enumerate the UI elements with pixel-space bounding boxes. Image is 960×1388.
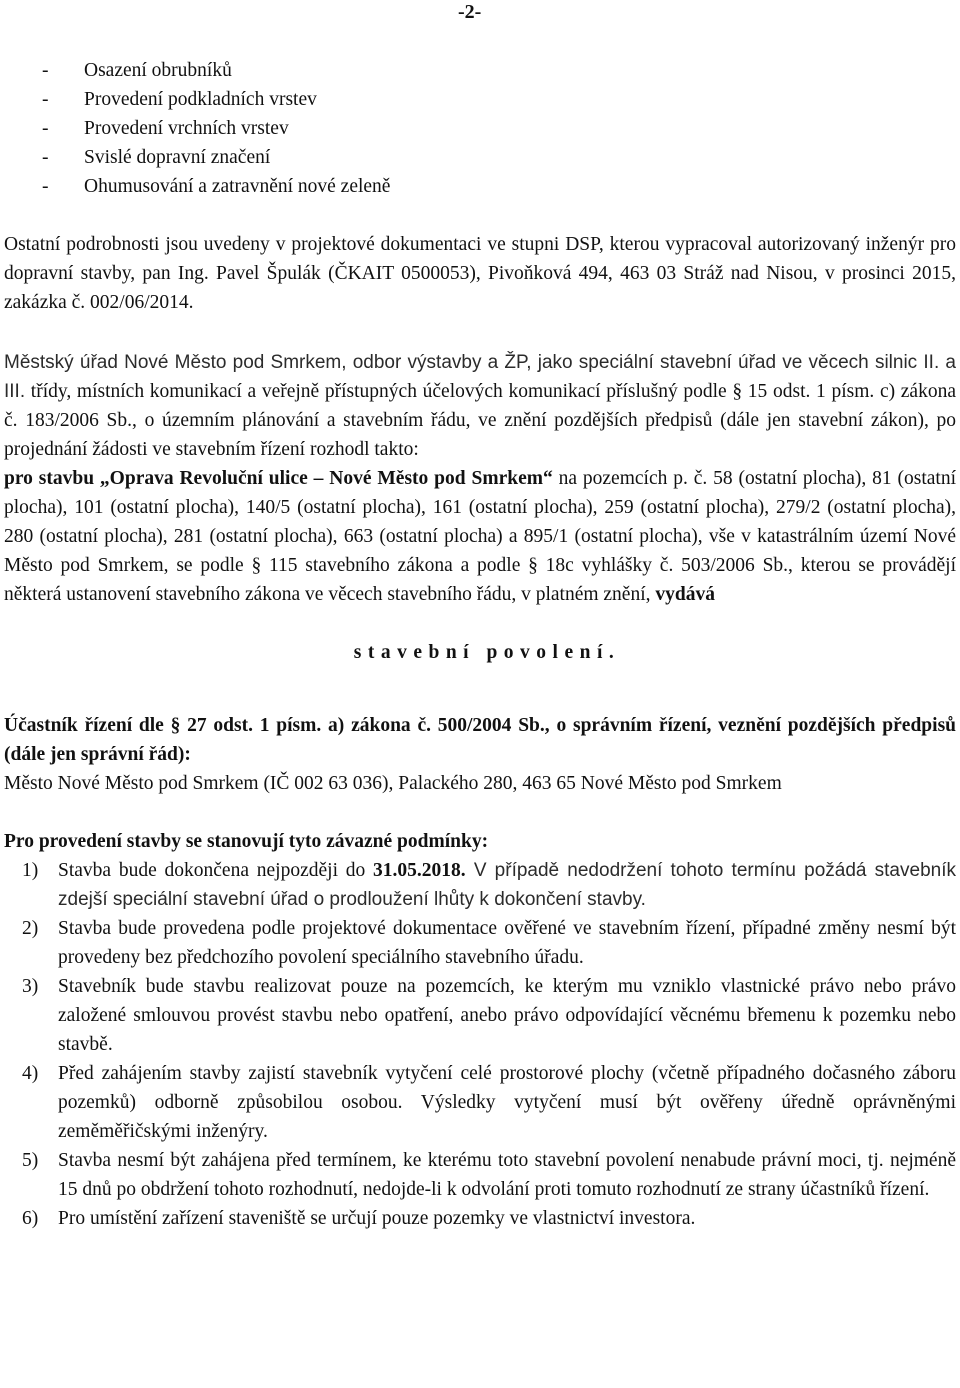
participant-heading: Účastník řízení dle § 27 odst. 1 písm. a) zákona č. 500/2004 Sb., o správním řízení, veznění pozdějších předpisů (dále jen správní řád): <box>4 715 956 765</box>
building-name: pro stavbu „Oprava Revoluční ulice – Nové Město pod Smrkem“ <box>4 468 553 489</box>
condition-number: 3) <box>22 976 39 997</box>
list-item: - Osazení obrubníků <box>42 56 956 85</box>
condition-number: 2) <box>22 918 39 939</box>
list-item: - Provedení podkladních vrstev <box>42 85 956 114</box>
condition-number: 4) <box>22 1063 39 1084</box>
building-paragraph <box>4 464 956 609</box>
list-item: 3) Stavebník bude stavbu realizovat pouze na pozemcích, ke kterým mu vzniklo vlastnické právo nebo právo založené smlouvou provést stavbu nebo opatření, anebo právo odpovídající věcnému břemenu k pozemku nebo stavbě. <box>22 972 956 1059</box>
list-item: 1) Stavba bude dokončena nejpozději do 31.05.2018. V případě nedodržení tohoto termínu požádá stavebník zdejší speciální stavební úřad o prodloužení lhůty k dokončení stavby. <box>22 856 956 914</box>
participant-details: Město Nové Město pod Smrkem (IČ 002 63 036), Palackého 280, 463 65 Nové Město pod Smrkem <box>4 773 782 794</box>
authority-rest-text: třídy, místních komunikací a veřejně přístupných účelových komunikací příslušný podle § 15 odst. 1 písm. c) zákona č. 183/2006 Sb., o územním plánování a stavebním řádu, ve znění pozdějších předpisů (dále jen stavební zákon), po projednání žádosti ve stavebním řízení rozhodl takto: <box>4 381 956 460</box>
list-item: - Ohumusování a zatravnění nové zeleně <box>42 172 956 201</box>
list-item: - Provedení vrchních vrstev <box>42 114 956 143</box>
decision-paragraph <box>4 348 956 464</box>
conditions-list <box>4 856 956 1233</box>
list-item: 6) Pro umístění zařízení staveniště se určují pouze pozemky ve vlastnictví investora. <box>22 1204 956 1233</box>
permit-heading: stavební povolení. <box>353 642 621 663</box>
list-item: 2) Stavba bude provedena podle projektové dokumentace ověřené ve stavebním řízení, případné změny nesmí být provedeny bez předchozího povolení speciálního stavebního úřadu. <box>22 914 956 972</box>
list-item: - Svislé dopravní značení <box>42 143 956 172</box>
page-number: -2- <box>458 1 482 23</box>
building-rest-text: na pozemcích p. č. 58 (ostatní plocha), 81 (ostatní plocha), 101 (ostatní plocha), 140/5 (ostatní plocha), 161 (ostatní plocha), 259 (ostatní plocha), 279/2 (ostatní plocha), 280 (ostatní plocha), 281 (ostatní plocha), 663 (ostatní plocha) a 895/1 (ostatní plocha), vše v katastrálním území Nové Město pod Smrkem, se podle § 115 stavebního zákona a podle § 18c vyhlášky č. 503/2006 Sb., kterou se provádějí některá ustanovení stavebního zákona ve věcech stavebního řádu, v platném znění, <box>4 468 956 605</box>
condition-number: 1) <box>22 860 39 881</box>
deadline-date: 31.05.2018. <box>373 860 466 881</box>
work-items-list <box>4 0 956 201</box>
conditions-heading: Pro provedení stavby se stanovují tyto závazné podmínky: <box>4 831 489 852</box>
authority-text: Městský úřad Nové Město pod Smrkem, odbor výstavby a ŽP, jako speciální stavební úřad ve věcech silnic II. a III. <box>4 352 956 402</box>
issues-word: vydává <box>655 584 715 605</box>
condition-number: 5) <box>22 1150 39 1171</box>
list-item: 4) Před zahájením stavby zajistí stavebník vytyčení celé prostorové plochy (včetně případného dočasného záboru pozemků) odborně způsobilou osobou. Výsledky vytyčení musí být ověřeny úředně oprávněnými zeměměřičskými inženýry. <box>22 1059 956 1146</box>
condition-number: 6) <box>22 1208 39 1229</box>
project-details-paragraph: Ostatní podrobnosti jsou uvedeny v projektové dokumentaci ve stupni DSP, kterou vypracoval autorizovaný inženýr pro dopravní stavby, pan Ing. Pavel Špulák (ČKAIT 0500053), Pivoňková 494, 463 03 Stráž nad Nisou, v prosinci 2015, zakázka č. 002/06/2014. <box>4 234 956 313</box>
list-item: 5) Stavba nesmí být zahájena před termínem, ke kterému toto stavební povolení nenabude právní moci, tj. nejméně 15 dnů po obdržení tohoto rozhodnutí, nedojde-li k odvolání proti tomuto rozhodnutí ze strany účastníků řízení. <box>22 1146 956 1204</box>
